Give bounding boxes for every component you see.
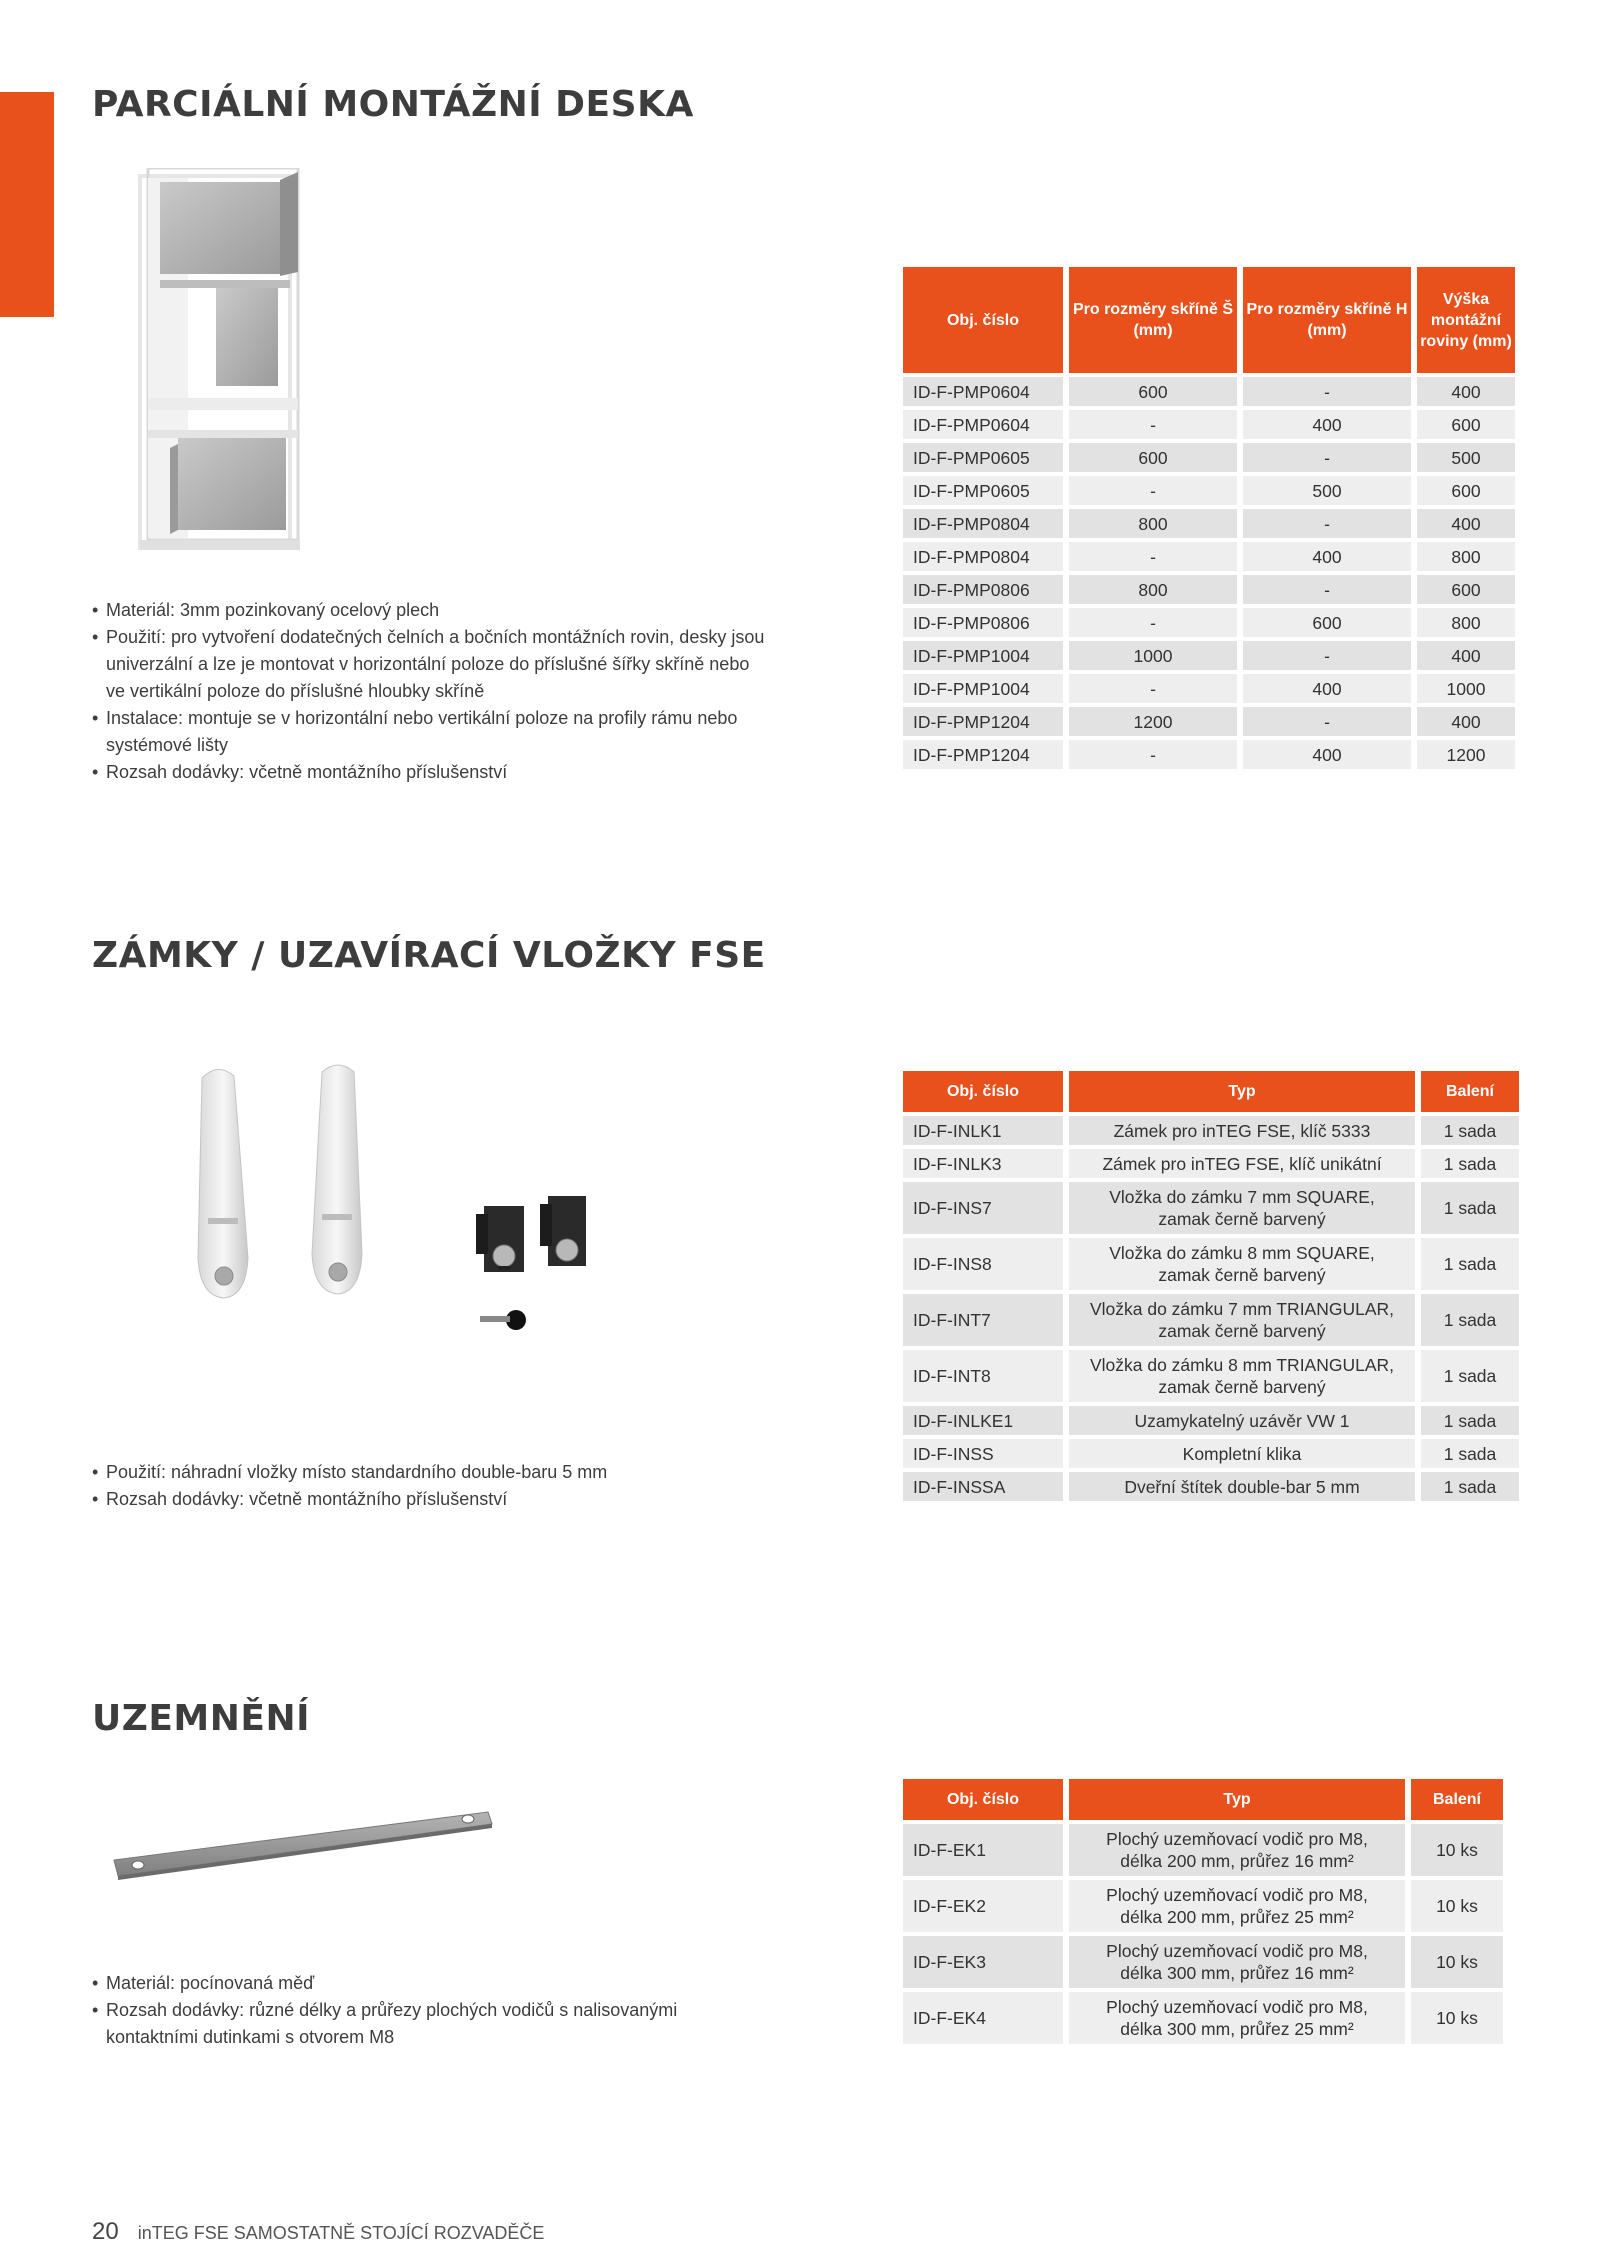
table-row bbox=[903, 1350, 1519, 1402]
table-cell: 1 sada bbox=[1421, 1439, 1519, 1468]
table-row bbox=[903, 542, 1515, 571]
table-cell: Plochý uzemňovací vodič pro M8, délka 300 mm, průřez 16 mm² bbox=[1069, 1936, 1405, 1988]
table-cell: ID-F-PMP1204 bbox=[903, 707, 1063, 736]
table-cell: 1 sada bbox=[1421, 1294, 1519, 1346]
table-cell: ID-F-PMP0806 bbox=[903, 608, 1063, 637]
table-cell: Vložka do zámku 7 mm SQUARE, zamak černě barvený bbox=[1069, 1182, 1415, 1234]
table-cell: ID-F-EK4 bbox=[903, 1992, 1063, 2044]
table-row bbox=[903, 1406, 1519, 1435]
table-row bbox=[903, 410, 1515, 439]
table-cell: - bbox=[1069, 476, 1237, 505]
table-cell: 400 bbox=[1417, 509, 1515, 538]
table-cell: - bbox=[1069, 608, 1237, 637]
column-header: Typ bbox=[1069, 1071, 1415, 1112]
table-cell: 1200 bbox=[1069, 707, 1237, 736]
table-cell: ID-F-PMP0804 bbox=[903, 542, 1063, 571]
table-cell: 500 bbox=[1417, 443, 1515, 472]
table-cell: Zámek pro inTEG FSE, klíč unikátní bbox=[1069, 1149, 1415, 1178]
feature-item: • Materiál: pocínovaná měď bbox=[92, 1970, 772, 1997]
column-header: Obj. číslo bbox=[903, 1071, 1063, 1112]
table-cell: 800 bbox=[1069, 575, 1237, 604]
table-cell: 400 bbox=[1243, 542, 1411, 571]
table-row bbox=[903, 740, 1515, 769]
column-header: Pro rozměry skříně H (mm) bbox=[1243, 267, 1411, 373]
table-row bbox=[903, 443, 1515, 472]
column-header: Obj. číslo bbox=[903, 1779, 1063, 1820]
table-cell: 1200 bbox=[1417, 740, 1515, 769]
table-row bbox=[903, 1992, 1503, 2044]
partial-plate-table bbox=[897, 263, 1521, 773]
column-header: Balení bbox=[1421, 1071, 1519, 1112]
table-row bbox=[903, 1472, 1519, 1501]
table-cell: 400 bbox=[1417, 641, 1515, 670]
table-cell: - bbox=[1243, 641, 1411, 670]
table-cell: 800 bbox=[1417, 542, 1515, 571]
table-cell: ID-F-INLK1 bbox=[903, 1116, 1063, 1145]
table-cell: Vložka do zámku 8 mm TRIANGULAR, zamak černě barvený bbox=[1069, 1350, 1415, 1402]
table-cell: ID-F-PMP0604 bbox=[903, 410, 1063, 439]
feature-item: • Instalace: montuje se v horizontální nebo vertikální poloze na profily rámu nebo systémové lišty bbox=[92, 705, 772, 759]
table-row bbox=[903, 1880, 1503, 1932]
table-cell: - bbox=[1069, 542, 1237, 571]
feature-item: • Rozsah dodávky: různé délky a průřezy plochých vodičů s nalisovanými kontaktními dutinkami s otvorem M8 bbox=[92, 1997, 772, 2051]
column-header: Typ bbox=[1069, 1779, 1405, 1820]
table-cell: 600 bbox=[1069, 377, 1237, 406]
table-cell: - bbox=[1069, 674, 1237, 703]
table-cell: ID-F-INT8 bbox=[903, 1350, 1063, 1402]
table-cell: 800 bbox=[1417, 608, 1515, 637]
table-row bbox=[903, 1824, 1503, 1876]
table-cell: 10 ks bbox=[1411, 1992, 1503, 2044]
table-cell: Plochý uzemňovací vodič pro M8, délka 200 mm, průřez 16 mm² bbox=[1069, 1824, 1405, 1876]
table-cell: - bbox=[1243, 377, 1411, 406]
feature-item: • Rozsah dodávky: včetně montážního příslušenství bbox=[92, 759, 772, 786]
column-header: Obj. číslo bbox=[903, 267, 1063, 373]
table-row bbox=[903, 1116, 1519, 1145]
locks-features bbox=[92, 1459, 772, 1513]
table-cell: Plochý uzemňovací vodič pro M8, délka 200 mm, průřez 25 mm² bbox=[1069, 1880, 1405, 1932]
table-cell: 400 bbox=[1243, 674, 1411, 703]
table-cell: - bbox=[1243, 509, 1411, 538]
grounding-features bbox=[92, 1970, 772, 2051]
table-cell: 800 bbox=[1069, 509, 1237, 538]
table-cell: ID-F-INT7 bbox=[903, 1294, 1063, 1346]
table-cell: - bbox=[1069, 740, 1237, 769]
table-row bbox=[903, 707, 1515, 736]
table-cell: ID-F-INLKE1 bbox=[903, 1406, 1063, 1435]
table-cell: 1 sada bbox=[1421, 1238, 1519, 1290]
feature-item: • Použití: náhradní vložky místo standardního double-baru 5 mm bbox=[92, 1459, 772, 1486]
table-cell: Kompletní klika bbox=[1069, 1439, 1415, 1468]
table-cell: ID-F-INS8 bbox=[903, 1238, 1063, 1290]
table-cell: ID-F-EK3 bbox=[903, 1936, 1063, 1988]
table-cell: ID-F-PMP0806 bbox=[903, 575, 1063, 604]
page-number: 20 bbox=[92, 2218, 119, 2245]
table-row bbox=[903, 1294, 1519, 1346]
table-cell: ID-F-PMP1004 bbox=[903, 674, 1063, 703]
table-cell: 600 bbox=[1243, 608, 1411, 637]
table-row bbox=[903, 608, 1515, 637]
table-cell: ID-F-INSS bbox=[903, 1439, 1063, 1468]
table-cell: ID-F-PMP1204 bbox=[903, 740, 1063, 769]
table-cell: ID-F-PMP0604 bbox=[903, 377, 1063, 406]
table-cell: ID-F-PMP1004 bbox=[903, 641, 1063, 670]
table-header-row bbox=[903, 267, 1515, 373]
table-cell: Zámek pro inTEG FSE, klíč 5333 bbox=[1069, 1116, 1415, 1145]
table-cell: 600 bbox=[1417, 476, 1515, 505]
table-cell: Vložka do zámku 8 mm SQUARE, zamak černě barvený bbox=[1069, 1238, 1415, 1290]
section-title-locks: ZÁMKY / UZAVÍRACÍ VLOŽKY FSE bbox=[92, 935, 766, 976]
table-cell: - bbox=[1243, 707, 1411, 736]
table-cell: 1 sada bbox=[1421, 1350, 1519, 1402]
table-cell: ID-F-PMP0605 bbox=[903, 443, 1063, 472]
table-cell: ID-F-EK1 bbox=[903, 1824, 1063, 1876]
column-header: Pro rozměry skříně Š (mm) bbox=[1069, 267, 1237, 373]
table-cell: ID-F-INLK3 bbox=[903, 1149, 1063, 1178]
table-cell: 10 ks bbox=[1411, 1880, 1503, 1932]
table-cell: ID-F-INS7 bbox=[903, 1182, 1063, 1234]
table-cell: Plochý uzemňovací vodič pro M8, délka 300 mm, průřez 25 mm² bbox=[1069, 1992, 1405, 2044]
accent-bar bbox=[0, 92, 54, 317]
table-row bbox=[903, 377, 1515, 406]
table-row bbox=[903, 674, 1515, 703]
table-row bbox=[903, 641, 1515, 670]
table-cell: 600 bbox=[1069, 443, 1237, 472]
table-row bbox=[903, 509, 1515, 538]
table-cell: ID-F-EK2 bbox=[903, 1880, 1063, 1932]
locks-image bbox=[186, 1058, 586, 1358]
table-cell: 400 bbox=[1243, 740, 1411, 769]
feature-item: • Materiál: 3mm pozinkovaný ocelový plech bbox=[92, 597, 772, 624]
section-title-grounding: UZEMNĚNÍ bbox=[92, 1698, 310, 1739]
table-row bbox=[903, 1238, 1519, 1290]
table-cell: 1 sada bbox=[1421, 1149, 1519, 1178]
feature-item: • Použití: pro vytvoření dodatečných čelních a bočních montážních rovin, desky jsou univerzální a lze je montovat v horizontální poloze do příslušné šířky skříně nebo ve vertikální poloze do příslušné hloubky skříně bbox=[92, 624, 772, 705]
table-row bbox=[903, 1182, 1519, 1234]
partial-mounting-plate-image bbox=[130, 168, 310, 558]
table-cell: 10 ks bbox=[1411, 1936, 1503, 1988]
table-cell: 600 bbox=[1417, 410, 1515, 439]
table-cell: 1 sada bbox=[1421, 1182, 1519, 1234]
table-cell: 600 bbox=[1417, 575, 1515, 604]
table-cell: 1 sada bbox=[1421, 1406, 1519, 1435]
table-cell: - bbox=[1243, 443, 1411, 472]
table-cell: - bbox=[1243, 575, 1411, 604]
table-row bbox=[903, 476, 1515, 505]
feature-item: • Rozsah dodávky: včetně montážního příslušenství bbox=[92, 1486, 772, 1513]
table-cell: 1 sada bbox=[1421, 1116, 1519, 1145]
table-cell: ID-F-INSSA bbox=[903, 1472, 1063, 1501]
section-title-partial-plate: PARCIÁLNÍ MONTÁŽNÍ DESKA bbox=[92, 84, 694, 125]
table-row bbox=[903, 1936, 1503, 1988]
table-cell: 400 bbox=[1417, 377, 1515, 406]
locks-table bbox=[897, 1067, 1525, 1505]
page-footer bbox=[92, 2218, 544, 2246]
table-header-row bbox=[903, 1779, 1503, 1820]
table-cell: 1000 bbox=[1417, 674, 1515, 703]
table-cell: Vložka do zámku 7 mm TRIANGULAR, zamak černě barvený bbox=[1069, 1294, 1415, 1346]
table-cell: ID-F-PMP0804 bbox=[903, 509, 1063, 538]
column-header: Balení bbox=[1411, 1779, 1503, 1820]
table-cell: - bbox=[1069, 410, 1237, 439]
table-cell: 400 bbox=[1243, 410, 1411, 439]
grounding-strap-image bbox=[108, 1798, 498, 1898]
table-cell: 1000 bbox=[1069, 641, 1237, 670]
table-row bbox=[903, 1149, 1519, 1178]
table-row bbox=[903, 1439, 1519, 1468]
table-cell: 10 ks bbox=[1411, 1824, 1503, 1876]
table-cell: Dveřní štítek double-bar 5 mm bbox=[1069, 1472, 1415, 1501]
table-cell: ID-F-PMP0605 bbox=[903, 476, 1063, 505]
table-cell: 400 bbox=[1417, 707, 1515, 736]
table-cell: 500 bbox=[1243, 476, 1411, 505]
table-cell: 1 sada bbox=[1421, 1472, 1519, 1501]
partial-plate-features bbox=[92, 597, 772, 786]
table-row bbox=[903, 575, 1515, 604]
catalog-title: inTEG FSE SAMOSTATNĚ STOJÍCÍ ROZVADĚČE bbox=[137, 2223, 545, 2243]
table-cell: Uzamykatelný uzávěr VW 1 bbox=[1069, 1406, 1415, 1435]
table-header-row bbox=[903, 1071, 1519, 1112]
column-header: Výška montážní roviny (mm) bbox=[1417, 267, 1515, 373]
grounding-table bbox=[897, 1775, 1509, 2048]
